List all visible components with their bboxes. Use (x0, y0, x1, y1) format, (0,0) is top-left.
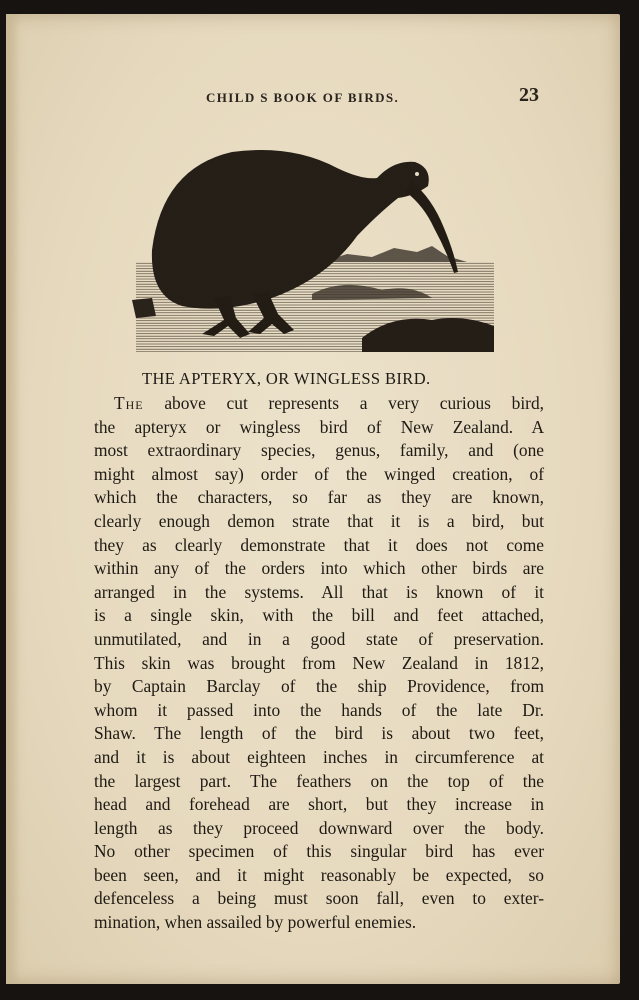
text-line: might almost say) order of the winged creation, of (94, 463, 544, 484)
text-line: head and forehead are short, but they increase in (94, 794, 544, 815)
text-line: the apteryx or wingless bird of New Zealand. A (94, 416, 544, 437)
running-head: CHILD S BOOK OF BIRDS. (206, 90, 400, 105)
text-line: arranged in the systems. All that is known of it (94, 581, 544, 602)
text-line: length as they proceed downward over the body. (94, 817, 544, 838)
text-line: by Captain Barclay of the ship Providence, from (94, 676, 544, 697)
text-line: most extraordinary species, genus, family, and (one (94, 440, 544, 461)
drop-word: The (114, 393, 144, 413)
text-line: The above cut represents a very curious bird, (114, 393, 544, 413)
page-number: 23 (519, 84, 539, 106)
text-line: unmutilated, and in a good state of preservation. (94, 628, 544, 649)
text-line: This skin was brought from New Zealand in 1812, (94, 652, 544, 673)
text-line: they as clearly demonstrate that it does not come (94, 534, 544, 555)
text-line: No other specimen of this singular bird has ever (94, 841, 544, 862)
text-line: whom it passed into the hands of the late Dr. (94, 699, 544, 720)
text-line: mination, when assailed by powerful enemies. (94, 912, 417, 933)
apteryx-engraving (132, 138, 498, 360)
text-line: been seen, and it might reasonably be expected, so (94, 864, 544, 885)
page-spine-shadow (6, 14, 20, 984)
text-line: within any of the orders into which other birds are (94, 558, 544, 579)
text-line: Shaw. The length of the bird is about two feet, (94, 723, 544, 744)
body-paragraph (94, 392, 544, 935)
text-line: which the characters, so far as they are known, (94, 487, 544, 508)
book-page (6, 14, 620, 984)
text-line: is a single skin, with the bill and feet attached, (94, 605, 544, 626)
text-line: clearly enough demon strate that it is a bird, but (94, 510, 544, 531)
text-line: defenceless a being must soon fall, even to exter- (94, 888, 544, 909)
text-line: the largest part. The feathers on the top of the (94, 770, 544, 791)
text-line: and it is about eighteen inches in circumference at (94, 746, 544, 767)
figure-caption: THE APTERYX, OR WINGLESS BIRD. (142, 369, 431, 388)
